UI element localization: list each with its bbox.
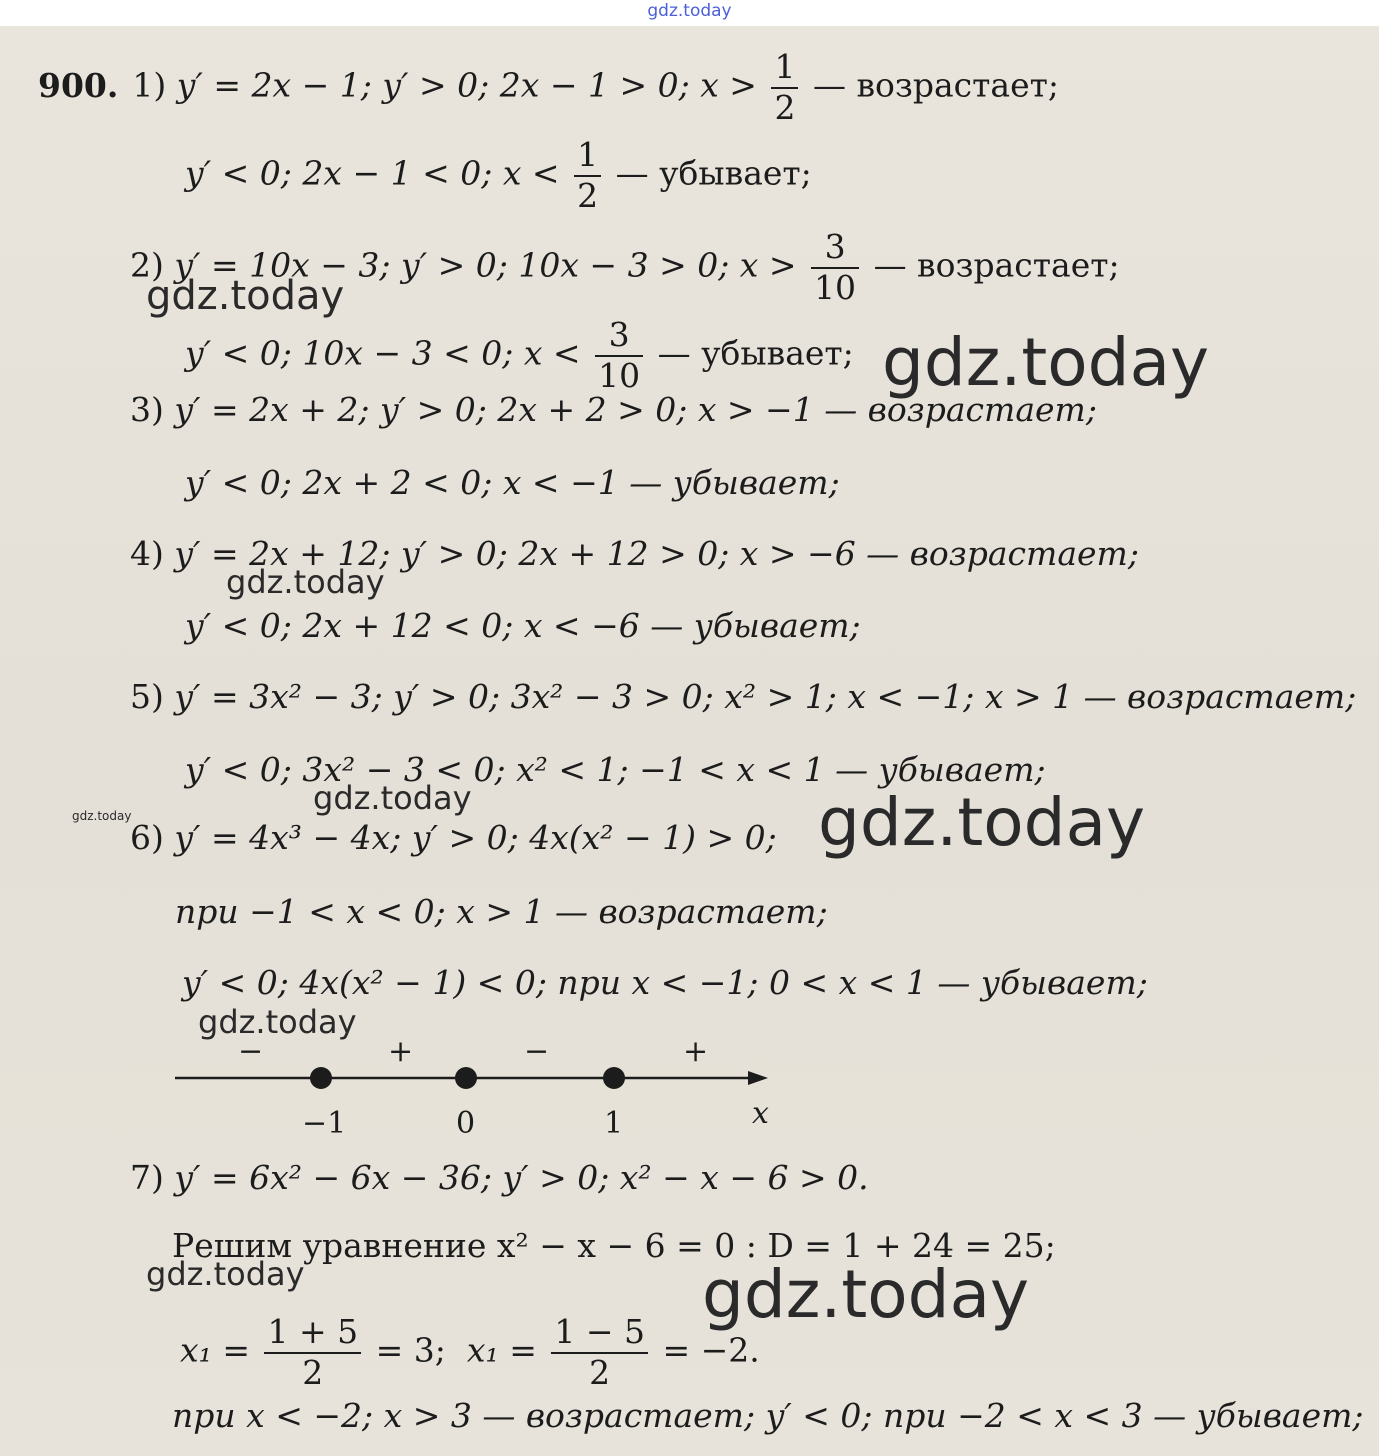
expr-text: при x < −2; x > 3 — возрастает; y′ < 0; при −2 < x < 3 — убывает; [172, 1396, 1364, 1435]
expr-text: y′ < 0; 2x + 12 < 0; x < −6 — убывает; [185, 606, 861, 645]
item-1-decrease [185, 135, 812, 215]
fraction [771, 47, 798, 127]
interval-sign: + [683, 1034, 709, 1069]
item-1-increase [38, 47, 1060, 127]
fraction [811, 227, 859, 307]
problem-number: 900. [38, 65, 119, 105]
expr-text: y′ = 6x² − 6x − 36; y′ > 0; x² − x − 6 > 0. [174, 1158, 869, 1197]
item-label: 6) [130, 818, 164, 857]
item-label: 1) [132, 65, 167, 105]
item-6-line-3 [182, 963, 1148, 1003]
root-label: x₁ = [180, 1330, 250, 1370]
fraction-numerator: 1 [771, 50, 798, 89]
item-label: 7) [130, 1158, 164, 1197]
item-label: 2) [130, 245, 164, 285]
item-label: 4) [130, 534, 164, 573]
fraction-denominator: 10 [598, 355, 641, 395]
watermark: gdz.today [198, 1003, 357, 1041]
expr-text: y′ < 0; 4x(x² − 1) < 0; при x < −1; 0 < x < 1 — убывает; [182, 963, 1148, 1002]
expr-text: при −1 < x < 0; x > 1 — возрастает; [175, 892, 828, 931]
fraction-numerator: 1 − 5 [551, 1315, 648, 1354]
item-label: 3) [130, 390, 164, 429]
item-5-increase [130, 677, 1356, 717]
watermark: gdz.today [882, 324, 1210, 401]
fraction-denominator: 10 [814, 267, 857, 307]
point-marker [455, 1067, 477, 1089]
watermark: gdz.today [313, 779, 472, 817]
top-bar [0, 0, 1379, 26]
item-2-decrease [185, 315, 854, 395]
expr-text: y′ = 2x + 12; y′ > 0; 2x + 12 > 0; x > −6 — возрастает; [174, 534, 1139, 573]
item-7-line-1 [130, 1158, 869, 1198]
item-6-line-1 [130, 818, 777, 858]
fraction [595, 315, 643, 395]
fraction-denominator: 2 [774, 87, 796, 127]
fraction-denominator: 2 [302, 1352, 324, 1392]
point-marker [603, 1067, 625, 1089]
point-marker [310, 1067, 332, 1089]
watermark: gdz.today [72, 809, 132, 823]
expr-text: y′ = 3x² − 3; y′ > 0; 3x² − 3 > 0; x² > 1; x < −1; x > 1 — возрастает; [174, 677, 1357, 716]
root-value: = −2. [662, 1330, 760, 1370]
verdict-text: — убывает; [657, 333, 854, 373]
item-label: 5) [130, 677, 164, 716]
verdict-text: — возрастает; [873, 245, 1120, 285]
watermark: gdz.today [226, 563, 385, 601]
axis-label: x [752, 1096, 769, 1131]
fraction [551, 1312, 648, 1392]
fraction-numerator: 1 [574, 138, 601, 177]
item-3-decrease [185, 463, 840, 503]
expr-text: y′ = 2x + 2; y′ > 0; 2x + 2 > 0; x > −1 — возрастает; [174, 390, 1097, 429]
arrow-head-icon [748, 1071, 768, 1085]
point-label: −1 [302, 1106, 347, 1141]
verdict-text: — убывает; [615, 153, 812, 193]
watermark: gdz.today [146, 1255, 305, 1293]
interval-sign: − [524, 1034, 550, 1069]
fraction-numerator: 3 [595, 318, 643, 357]
root-label: x₁ = [466, 1330, 537, 1370]
root-value: = 3; [375, 1330, 446, 1370]
expr-text: y′ = 10x − 3; y′ > 0; 10x − 3 > 0; x > [174, 245, 797, 285]
point-label: 1 [604, 1106, 624, 1141]
fraction-denominator: 2 [589, 1352, 611, 1392]
item-4-decrease [185, 606, 861, 646]
expr-text: y′ < 0; 2x + 2 < 0; x < −1 — убывает; [185, 463, 840, 502]
item-7-line-4 [172, 1396, 1364, 1436]
header-watermark: gdz.today [647, 1, 732, 21]
fraction-numerator: 1 + 5 [264, 1315, 361, 1354]
expr-text: Решим уравнение x² − x − 6 = 0 : D = 1 + 24 = 25; [172, 1226, 1056, 1265]
expr-text: y′ = 4x³ − 4x; y′ > 0; 4x(x² − 1) > 0; [174, 818, 777, 857]
fraction-numerator: 3 [811, 230, 859, 269]
fraction [574, 135, 601, 215]
fraction-denominator: 2 [577, 175, 599, 215]
expr-text: y′ < 0; 2x − 1 < 0; x < [185, 153, 560, 193]
interval-sign: − [238, 1034, 264, 1069]
item-6-line-2 [175, 892, 828, 932]
fraction [264, 1312, 361, 1392]
expr-text: y′ < 0; 3x² − 3 < 0; x² < 1; −1 < x < 1 — убывает; [185, 750, 1046, 789]
watermark: gdz.today [818, 784, 1146, 861]
item-7-roots [180, 1312, 760, 1392]
watermark: gdz.today [146, 273, 345, 319]
interval-sign: + [388, 1034, 414, 1069]
verdict-text: — возрастает; [812, 65, 1060, 105]
expr-text: y′ < 0; 10x − 3 < 0; x < [185, 333, 581, 373]
point-label: 0 [456, 1106, 476, 1141]
expr-text: y′ = 2x − 1; y′ > 0; 2x − 1 > 0; x > [176, 65, 757, 105]
watermark: gdz.today [702, 1256, 1030, 1333]
